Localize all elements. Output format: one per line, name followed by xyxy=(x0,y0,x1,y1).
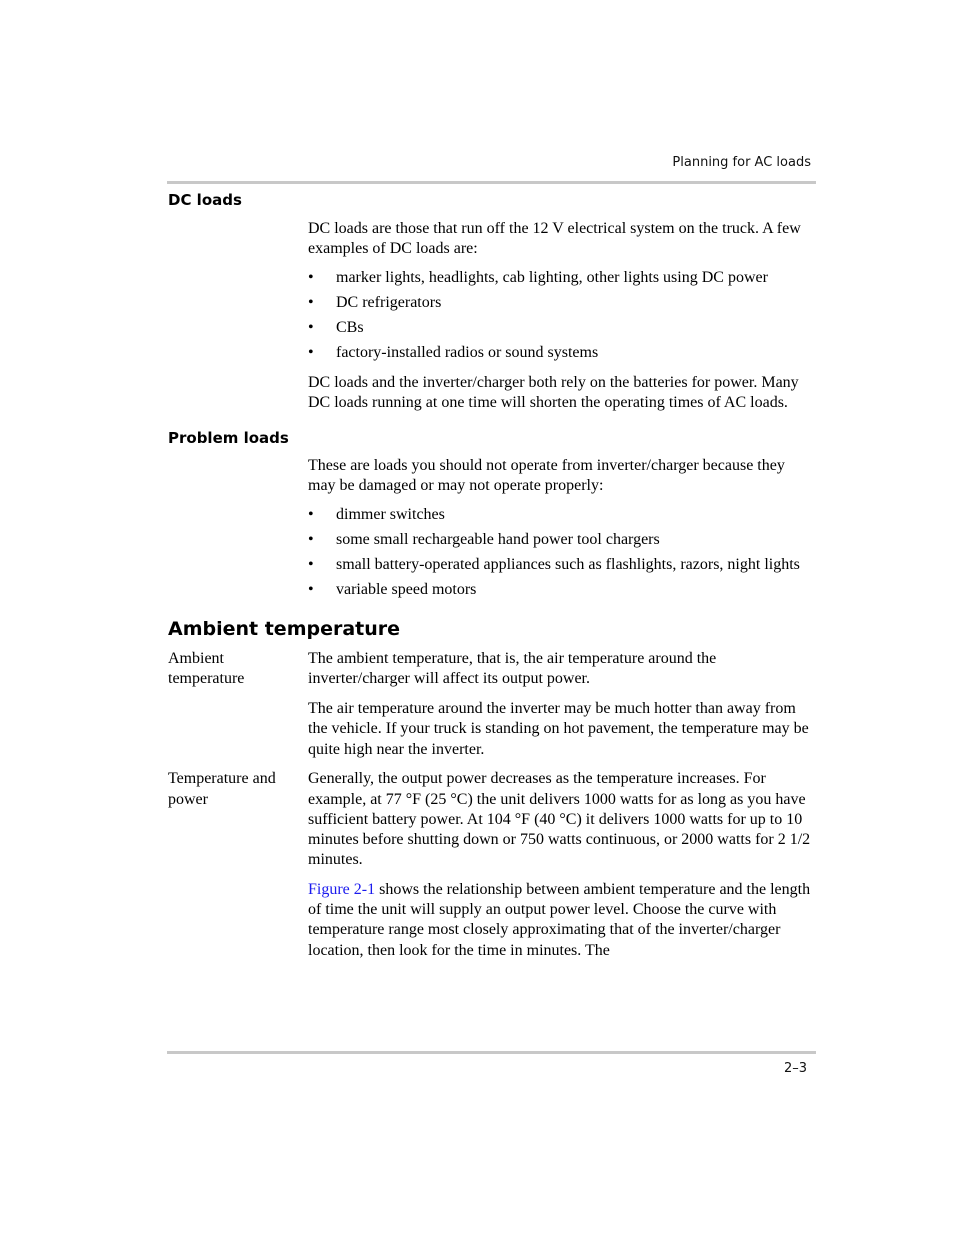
ambient-temperature-body xyxy=(308,649,813,760)
bullet-glyph: • xyxy=(308,294,314,312)
list-item: • variable speed motors xyxy=(308,580,813,600)
header-rule xyxy=(167,181,816,184)
ambient-para-1: The ambient temperature, that is, the air temperature around the inverter/charger will affect its output power. xyxy=(308,650,717,688)
temperature-para-1: Generally, the output power decreases as the temperature increases. For example, at 77 °F (25 °C) the unit delivers 1000 watts for as long as you have sufficient battery power. At 104 °F (40 °C) it delivers 1000 watts for up to 10 minutes before shutting down or 750 watts continuous, or 2000 watts for 2 1/2 minutes. xyxy=(308,770,811,869)
problem-loads-heading: Problem loads xyxy=(168,428,289,447)
list-item: • factory-installed radios or sound systems xyxy=(308,343,813,363)
margin-label-ambient-temperature: Ambient temperature xyxy=(168,650,245,688)
running-header: Planning for AC loads xyxy=(672,155,811,170)
dc-loads-closing: DC loads and the inverter/charger both rely on the batteries for power. Many DC loads running at one time will shorten the operating times of AC loads. xyxy=(308,374,799,412)
list-item: • CBs xyxy=(308,318,813,338)
ambient-temperature-heading: Ambient temperature xyxy=(168,618,401,641)
temperature-para-2: Figure 2-1 shows the relationship between ambient temperature and the length of time the unit will supply an output power level. Choose the curve with temperature range most closely approximating that of the inverter/charger location, then look for the time in minutes. The xyxy=(308,881,811,959)
page-content xyxy=(168,190,816,961)
problem-loads-list xyxy=(308,505,813,600)
list-item: • some small rechargeable hand power tool chargers xyxy=(308,530,813,550)
ambient-para-2: The air temperature around the inverter may be much hotter than away from the vehicle. If your truck is standing on hot pavement, the temperature may be quite high near the inverter. xyxy=(308,700,809,758)
page-number: 2–3 xyxy=(783,1061,807,1076)
temperature-power-row xyxy=(168,769,816,960)
bullet-glyph: • xyxy=(308,269,314,287)
temperature-power-body xyxy=(308,769,813,960)
ambient-temperature-row xyxy=(168,649,816,760)
bullet-glyph: • xyxy=(308,581,314,599)
list-item: • DC refrigerators xyxy=(308,293,813,313)
bullet-glyph: • xyxy=(308,556,314,574)
dc-loads-list xyxy=(308,268,813,363)
dc-loads-intro: DC loads are those that run off the 12 V electrical system on the truck. A few examples of DC loads are: xyxy=(308,220,801,258)
bullet-glyph: • xyxy=(308,531,314,549)
problem-loads-body xyxy=(308,456,813,601)
list-item: • dimmer switches xyxy=(308,505,813,525)
bullet-glyph: • xyxy=(308,344,314,362)
bullet-glyph: • xyxy=(308,506,314,524)
list-item: • small battery-operated appliances such as flashlights, razors, night lights xyxy=(308,555,813,575)
dc-loads-body xyxy=(308,219,813,414)
margin-label-temperature-power: Temperature and power xyxy=(168,770,276,808)
figure-2-1-link[interactable]: Figure 2-1 xyxy=(308,881,376,899)
bullet-glyph: • xyxy=(308,319,314,337)
dc-loads-heading: DC loads xyxy=(168,191,242,209)
list-item: • marker lights, headlights, cab lighting, other lights using DC power xyxy=(308,268,813,288)
problem-loads-intro: These are loads you should not operate from inverter/charger because they may be damaged or may not operate properly: xyxy=(308,456,785,494)
footer-rule xyxy=(167,1051,816,1054)
